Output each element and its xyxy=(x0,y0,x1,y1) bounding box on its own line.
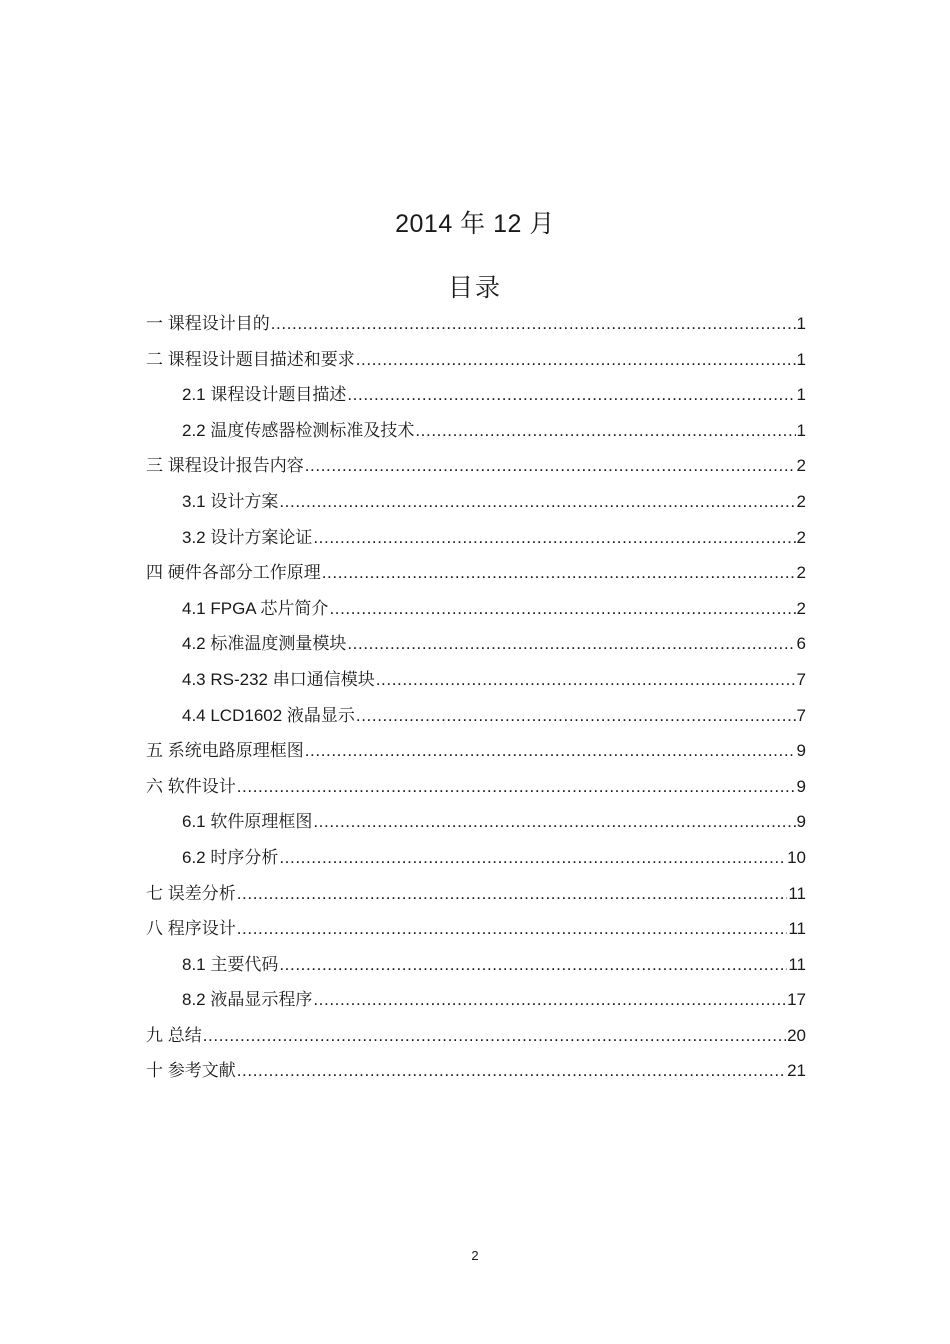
toc-entry-title: 4.3 RS-232 串口通信模块 xyxy=(182,669,375,689)
toc-entry[interactable] xyxy=(146,1018,806,1054)
toc-entry-page: 7 xyxy=(796,669,806,689)
toc-entry-title: 2.2 温度传感器检测标准及技术 xyxy=(182,420,415,440)
toc-leader-dots xyxy=(279,840,786,876)
toc-entry-title: 3.2 设计方案论证 xyxy=(182,527,313,547)
toc-entry-page: 11 xyxy=(788,883,806,903)
toc-entry-title: 2.1 课程设计题目描述 xyxy=(182,385,347,405)
toc-leader-dots xyxy=(376,662,796,698)
toc-entry-page: 17 xyxy=(787,990,806,1010)
toc-entry-page: 1 xyxy=(796,420,806,440)
toc-entry-title: 4.2 标准温度测量模块 xyxy=(182,634,347,654)
toc-entry[interactable] xyxy=(146,591,806,627)
toc-leader-dots xyxy=(313,982,786,1018)
toc-entry-page: 11 xyxy=(788,919,806,939)
toc-entry-title: 8.1 主要代码 xyxy=(182,954,279,974)
toc-entry[interactable] xyxy=(146,413,806,449)
toc-entry[interactable] xyxy=(146,484,806,520)
toc-entry-title: 八 程序设计 xyxy=(146,919,236,939)
toc-leader-dots xyxy=(237,1053,786,1089)
toc-entry-page: 2 xyxy=(796,456,806,476)
toc-entry[interactable] xyxy=(146,1053,806,1089)
toc-leader-dots xyxy=(356,342,796,378)
toc-entry[interactable] xyxy=(146,840,806,876)
toc-entry-title: 五 系统电路原理框图 xyxy=(146,741,304,761)
toc-entry-page: 2 xyxy=(796,598,806,618)
toc-entry-title: 三 课程设计报告内容 xyxy=(146,456,304,476)
toc-entry-title: 四 硬件各部分工作原理 xyxy=(146,563,321,583)
toc-entry-page: 7 xyxy=(796,705,806,725)
toc-entry-title: 3.1 设计方案 xyxy=(182,491,279,511)
toc-entry-title: 七 误差分析 xyxy=(146,883,236,903)
toc-entry[interactable] xyxy=(146,555,806,591)
toc-entry-page: 9 xyxy=(796,741,806,761)
toc-leader-dots xyxy=(356,698,796,734)
toc-leader-dots xyxy=(237,876,788,912)
toc-entry-title: 8.2 液晶显示程序 xyxy=(182,990,313,1010)
toc-title: 目录 xyxy=(447,274,502,302)
toc-entry-page: 21 xyxy=(787,1061,806,1081)
toc-leader-dots xyxy=(313,804,795,840)
toc-entry-title: 6.2 时序分析 xyxy=(182,847,279,867)
toc-entry[interactable] xyxy=(146,342,806,378)
toc-entry-page: 20 xyxy=(787,1025,806,1045)
toc-entry[interactable] xyxy=(146,876,806,912)
toc-leader-dots xyxy=(279,484,795,520)
toc-entry-page: 2 xyxy=(796,491,806,511)
toc-entry[interactable] xyxy=(146,626,806,662)
toc-entry-title: 4.4 LCD1602 液晶显示 xyxy=(182,705,355,725)
toc-entry[interactable] xyxy=(146,804,806,840)
toc-leader-dots xyxy=(203,1018,786,1054)
toc-entry[interactable] xyxy=(146,377,806,413)
toc-entry-page: 9 xyxy=(796,776,806,796)
toc-entry-title: 6.1 软件原理框图 xyxy=(182,812,313,832)
toc-entry[interactable] xyxy=(146,520,806,556)
toc-entry-title: 十 参考文献 xyxy=(146,1061,236,1081)
toc-entry[interactable] xyxy=(146,982,806,1018)
toc-entry[interactable] xyxy=(146,911,806,947)
toc-leader-dots xyxy=(313,520,795,556)
toc-leader-dots xyxy=(305,733,796,769)
toc-entry-page: 1 xyxy=(796,314,806,333)
toc-entry[interactable] xyxy=(146,733,806,769)
toc-entry-title: 一 课程设计目的 xyxy=(146,314,270,333)
toc-entry[interactable] xyxy=(146,448,806,484)
toc-entry[interactable] xyxy=(146,947,806,983)
toc-leader-dots xyxy=(347,626,795,662)
toc-entry[interactable] xyxy=(146,769,806,805)
toc-entry[interactable] xyxy=(146,698,806,734)
toc-entry-title: 六 软件设计 xyxy=(146,776,236,796)
page-number: 2 xyxy=(471,1248,479,1263)
toc-entry-page: 1 xyxy=(796,385,806,405)
toc-leader-dots xyxy=(279,947,787,983)
toc-leader-dots xyxy=(415,413,795,449)
table-of-contents xyxy=(146,306,806,1089)
toc-entry-page: 2 xyxy=(796,527,806,547)
toc-entry[interactable] xyxy=(146,306,806,342)
toc-leader-dots xyxy=(322,555,796,591)
toc-leader-dots xyxy=(237,769,796,805)
document-date: 2014 年 12 月 xyxy=(395,210,555,238)
toc-leader-dots xyxy=(237,911,788,947)
toc-leader-dots xyxy=(347,377,795,413)
toc-entry-page: 11 xyxy=(788,954,806,974)
toc-entry[interactable] xyxy=(146,662,806,698)
toc-entry-page: 6 xyxy=(796,634,806,654)
toc-entry-title: 二 课程设计题目描述和要求 xyxy=(146,349,355,369)
toc-entry-title: 九 总结 xyxy=(146,1025,202,1045)
toc-entry-page: 2 xyxy=(796,563,806,583)
toc-entry-page: 10 xyxy=(787,847,806,867)
toc-leader-dots xyxy=(329,591,795,627)
toc-entry-page: 1 xyxy=(796,349,806,369)
toc-entry-title: 4.1 FPGA 芯片简介 xyxy=(182,598,329,618)
toc-entry-page: 9 xyxy=(796,812,806,832)
toc-leader-dots xyxy=(271,306,796,342)
toc-leader-dots xyxy=(305,448,796,484)
